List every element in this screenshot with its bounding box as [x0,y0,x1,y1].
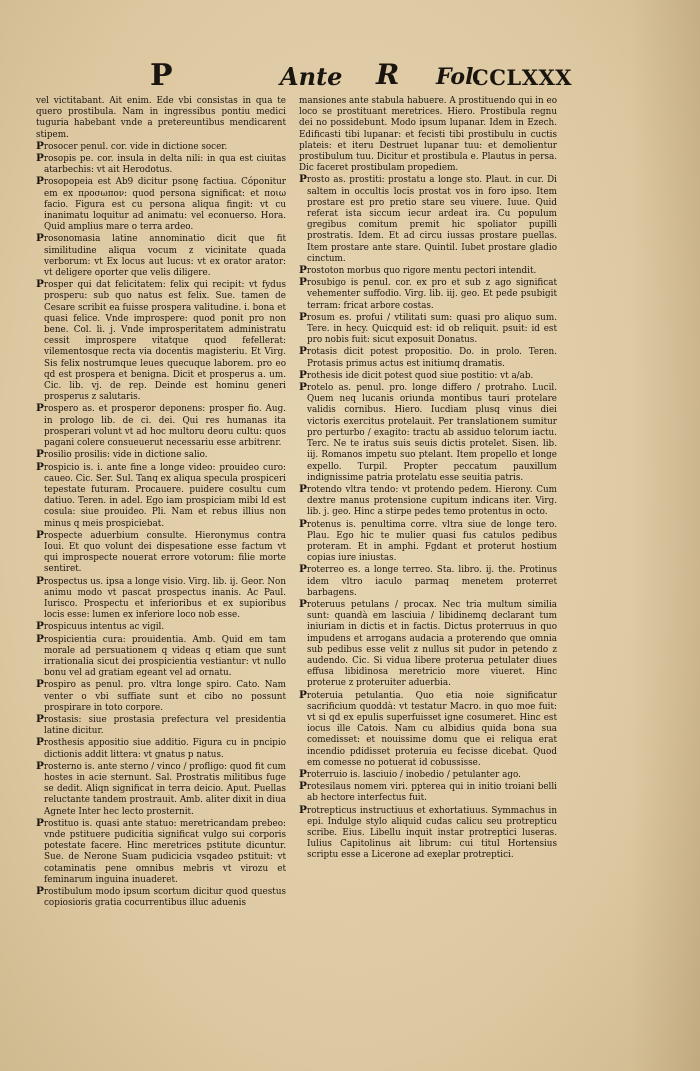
entry-initial: P [299,767,307,780]
dictionary-entry [36,153,286,176]
entry-initial: P [36,232,44,245]
dictionary-entry [299,174,557,265]
dictionary-entry [36,737,286,760]
dictionary-entry [299,781,557,804]
entry-initial: P [299,517,307,530]
dictionary-entry [36,621,286,633]
entry-text: roteruus petulans / procax. Nec tria multum similia sunt: quandà em lasciuia / libidinemq declarant tum iniuriam in dictis et in factis. Dictus proterruus in quo impudens et arrogans audacia a proterendo que omnia sub pedibus esse velit z nullus sit pudor in petendo z audendo. Cic. Si vidua libere proterua petulater diues effusa libidinosa meretricio more viueret. Hinc proterue z proteruiter aduerbia. [306,599,557,689]
entry-initial: P [36,152,44,165]
dictionary-entry [299,277,557,312]
entry-initial: P [36,574,44,587]
entry-text: rospicio is. i. ante fine a longe video: prouideo curo: caueo. Cic. Ser. Sul. Tanq ex aliqua specula prospiceri tepestate futuram. Procauere. puidere cosultu cum datiuo. Teren. in adel. Ego iam prospiciam mibi ld est cosula: siue prouideo. Pli. Nam et rebus illius non minus q meis prospiciebat. [43,462,286,529]
left-column [36,96,286,909]
entry-text: rospectus us. ipsa a longe visio. Virg. lib. ij. Geor. Non animu modo vt pascat prospectus inanis. Ac Paul. Iurisco. Prospectu et inferioribus et ex supioribus locis esse: lumen ex inferiore loco nob esse. [43,576,286,621]
dictionary-entry [36,714,286,737]
entry-initial: P [36,678,44,691]
dictionary-entry [36,530,286,576]
entry-initial: P [299,381,307,394]
entry-text: rotesilaus nomem viri. ppterea qui in initio troiani belli ab hectore interfectus fuit. [306,782,557,804]
entry-initial: P [36,402,44,415]
dictionary-entry [36,634,286,680]
header-ante: Ante [280,62,343,91]
entry-text: rotenus is. penultima corre. vltra siue de longe tero. Plau. Ego hic te mulier quasi fus catulos pedibus proteram. Et in amphi. Fgdant et proterut hostium copias iure iniustas. [306,519,557,564]
dictionary-entry [36,279,286,403]
right-entries-list [299,174,557,861]
entry-text: rosilio prosilis: vide in dictione salio. [43,450,208,461]
entry-initial: P [299,368,307,381]
entry-initial: P [36,139,44,152]
entry-initial: P [299,276,307,289]
dictionary-entry [299,346,557,369]
entry-initial: P [36,632,44,645]
dictionary-entry [36,462,286,530]
entry-text: rostibulum modo ipsum scortum dicitur quod questus copiosioris gratia cocurrentibus illuc aduenis [43,887,286,909]
entry-initial: P [36,620,44,633]
entry-initial: P [36,759,44,772]
entry-text: rostituo is. quasi ante statuo: meretricandam prebeo: vnde pstituere pudicitia significat vulgo sui corporis potestate facere. Hinc meretrices pstitute dicuntur. Sue. de Nerone Suam pudicicia vsqadeo pstituit: vt cotaminatis pene omnibus mebris vt virozu et feminarum inguina inuaderet. [43,818,286,885]
dictionary-entry [36,233,286,279]
entry-text: roteruia petulantia. Quo etia noie significatur sacrificium quoddà: vt testatur Macro. in quo moe fuit: vt si qd ex epulis superfuisset igne cosumeret. Hinc est iocus ille Catois. Nam cu albidius quida bona sua comedisset: et nouissime domu que ei reliqua erat incendio pdidisset proteruia eu fecisse dicebat. Quod em comesse no potuerat id cobussisse. [306,690,557,768]
dictionary-entry [299,382,557,484]
entry-text: rostasis: siue prostasia prefectura vel presidentia latine dicitur. [43,714,286,737]
entry-text: rosper qui dat felicitatem: felix qui recipit: vt fydus prosperu: sub quo natus est felix. Sue. tamen de Cesare scribit ea fuisse prospera valitudine. i. bona et quasi felice. Vnde improspere: quod ponit pro non bene. Col. li. j. Vnde improsperitatem administratu cessit improspere vitatque quod fefellerat: vilementosque recta via docentis magisteriu. Et Virg. Sis felix nostrumque leues quecuque laborem. pro eo qd est prospera et benigna. Dicit et prosperus a. um. Cic. lib. vj. de rep. Deinde est hominu generi prosperus z salutaris. [43,280,286,403]
entry-text: rothesis ide dicit potest quod siue postitio: vt a/ab. [306,370,534,381]
running-header [140,58,573,94]
dictionary-entry [299,312,557,347]
entry-initial: P [36,885,44,898]
right-continuation-text: mansiones ante stabula habuere. A prostituendo qui in eo loco se prostituant meretrices. Hiero. Prostibula regnu dei no possidebunt. Modo ipsum lupanar. Idem in Ezech. Edificasti tibi lupanar: et fecisti tibi prostibulu in cuctis plateis: et iteru Destruet lupanar tuu: et demolientur prostibulum tuu. Dicitur et prostibula e. Plautus in persa. Dic faceret prostibulam propediem. [299,96,557,174]
entry-initial: P [299,597,307,610]
entry-text: rotendo vltra tendo: vt protendo pedem. Hierony. Cum dextre manus protensione cupitum indicans iter. Virg. lib. j. geo. Hinc a stirpe pedes temo protentus in octo. [306,484,557,518]
entry-text: rosthesis appositio siue additio. Figura cu in pncipio dictionis addit littera: vt gnatus p natus. [43,738,286,760]
entry-initial: P [299,803,307,816]
entry-initial: P [299,173,307,186]
entry-text: rosto as. prostiti: prostatu a longe sto. Plaut. in cur. Di saltem in occultis locis prostat vos in foro ipso. Item prostare est pro pretio stare seu viuere. Iuue. Quid referat ista siccum iecur ardeat ira. Cu populum gregibus comitum premit hic spoliator pupilli prostratis. Idem. Et ad circu iussas prostare puellas. Item prostare ante stare. Quintil. Iubet prostare gladio cinctum. [306,175,557,264]
dictionary-entry [299,265,557,277]
dictionary-entry [36,176,286,233]
entry-text: rosopopeia est Ab9 dicitur psonę factiua. Cóponitur em ex προσωπον: quod persona significat: et ποιω facio. Figura est cu persona aliqua fingit: vt cu inanimatu loquitur ad animatu: vel econuerso. Hora. Quid amplius mare o terra ardeo. [43,177,286,233]
entry-text: rosum es. profui / vtilitati sum: quasi pro aliquo sum. Tere. in hecy. Quicquid est: id ob reliquit. psuit: id est pro nobis fuit: sicut exposuit Donatus. [306,312,557,346]
page-edge-shadow [630,0,700,1071]
dictionary-entry [299,599,557,690]
dictionary-entry [299,690,557,769]
entry-text: rostoton morbus quo rigore mentu pectori intendit. [306,266,537,277]
dictionary-entry [299,564,557,599]
entry-initial: P [36,528,44,541]
entry-initial: P [36,175,44,188]
entry-text: rotrepticus instructiuus et exhortatiuus. Symmachus in epi. Indulge stylo aliquid cudas calicu seu protrepticu scribe. Eius. Libellu inquit instar protreptici luseras. Iulius Capitolinus ait librum: cui titul Hortensius scriptu esse a Licerone ad exeplar protreptici. [306,805,557,861]
dictionary-entry [299,370,557,382]
dictionary-entry [36,679,286,714]
entry-initial: P [36,460,44,473]
dictionary-entry [36,576,286,622]
header-fol: Fol. [436,64,482,90]
entry-text: rosopis pe. cor. insula in delta nili: in qua est ciuitas atarbechis: vt ait Herodotus. [43,154,286,176]
entry-text: roterreo es. a longe terreo. Sta. libro. ij. the. Protinus idem vltro iaculo parmaq menetem proterret barbagens. [306,565,557,598]
dictionary-entry [36,818,286,886]
entry-text: rotelo as. penul. pro. longe differo / protraho. Lucil. Quem neq lucanis oriunda montibus tauri protelare validis cornibus. Hiero. Iucdiam plusq vinus diei victoris exercitus protelauit. Per translationem sumitur pro perturbo / exagito: tractu ab assiduo telorum iactu. Terc. Ne te iratus suis seuis dictis protelet. Sisen. lib. iij. Romanos impetu suo ptelant. Item propello et longe expello. Turpil. Propter peccatum pauxillum indignissime patria protelatu esse seuitia patris. [306,383,557,483]
header-letter-right: R [376,58,400,91]
entry-initial: P [299,310,307,323]
header-letter-left: P [150,58,173,93]
entry-text: rospero as. et prosperor deponens: prosper fio. Aug. in prologo lib. de ci. dei. Qui res humanas ita prosperari volunt vt ad hoc multoru deoru cultu: quos pagani colere consueuerut necessariu esse arbitrenr. [43,404,286,449]
entry-initial: P [299,563,307,576]
entry-text: rospicientia cura: prouidentia. Amb. Quid em tam morale ad persuationem q videas q etiam que sunt irrationalia sicut dei prospicientia vestiantur: vt nullo bonu vel ad gratiam egeant vel ad ornatu. [43,634,286,679]
entry-text: rosonomasia latine annominatio dicit que fit similitudine aliqua vocum z vicinitate quada verborum: vt Ex locus aut lucus: vt ex orator arator: vt deligere oporter que velis diligere. [43,234,286,279]
entry-initial: P [299,780,307,793]
entry-initial: P [299,264,307,277]
entry-initial: P [36,816,44,829]
dictionary-entry [299,769,557,781]
folio-number: CCLXXX [472,65,573,90]
entry-text: rospicuus intentus ac vigil. [43,622,165,633]
entry-text: rosocer penul. cor. vide in dictione socer. [43,141,228,152]
entry-initial: P [299,482,307,495]
entry-initial: P [36,278,44,291]
dictionary-entry [36,141,286,153]
dictionary-entry [36,449,286,461]
left-continuation-text: vel victitabant. Ait enim. Ede vbi consistas in qua te quero prostibula. Nam in ingressibus pontiu medici tuguria habebant vnde a pretereuntibus mendicarent stipem. [36,96,286,140]
entry-initial: P [299,345,307,358]
dictionary-entry [36,761,286,818]
dictionary-entry [36,403,286,449]
entry-initial: P [36,448,44,461]
dictionary-entry [36,886,286,909]
entry-text: rospiro as penul. pro. vltra longe spiro. Cato. Nam venter o vbi suffiate sunt et cibo no possunt prospirare in toto corpore. [43,680,286,713]
dictionary-entry [299,519,557,565]
entry-text: rospecte aduerbium consulte. Hieronymus contra Ioui. Et quo volunt dei dispesatione esse factum vt qui improspecte nouerat errore votorum: filie morte sentiret. [43,530,286,575]
entry-text: rosterno is. ante sterno / vinco / profligo: quod fit cum hostes in acie sternunt. Sal. Prostratis militibus fuge se dedit. Aliqn significat in terra deicio. Aput. Puellas reluctante tandem prostrauit. Amb. aliter dixit in diua Agnete Inter hec lecto prosternit. [43,761,286,817]
dictionary-entry [299,484,557,519]
entry-text: roterruio is. lasciuio / inobedio / petulanter ago. [306,769,521,780]
entry-text: rotasis dicit potest propositio. Do. in prolo. Teren. Protasis primus actus est initiumq dramatis. [306,347,557,369]
dictionary-entry [299,805,557,862]
left-entries-list [36,141,286,910]
right-column [299,96,557,862]
entry-initial: P [36,712,44,725]
entry-text: rosubigo is penul. cor. ex pro et sub z ago significat vehementer suffodio. Virg. lib. iij. geo. Et pede psubigit terram: fricat arbore costas. [306,278,557,311]
entry-initial: P [299,688,307,701]
entry-initial: P [36,736,44,749]
